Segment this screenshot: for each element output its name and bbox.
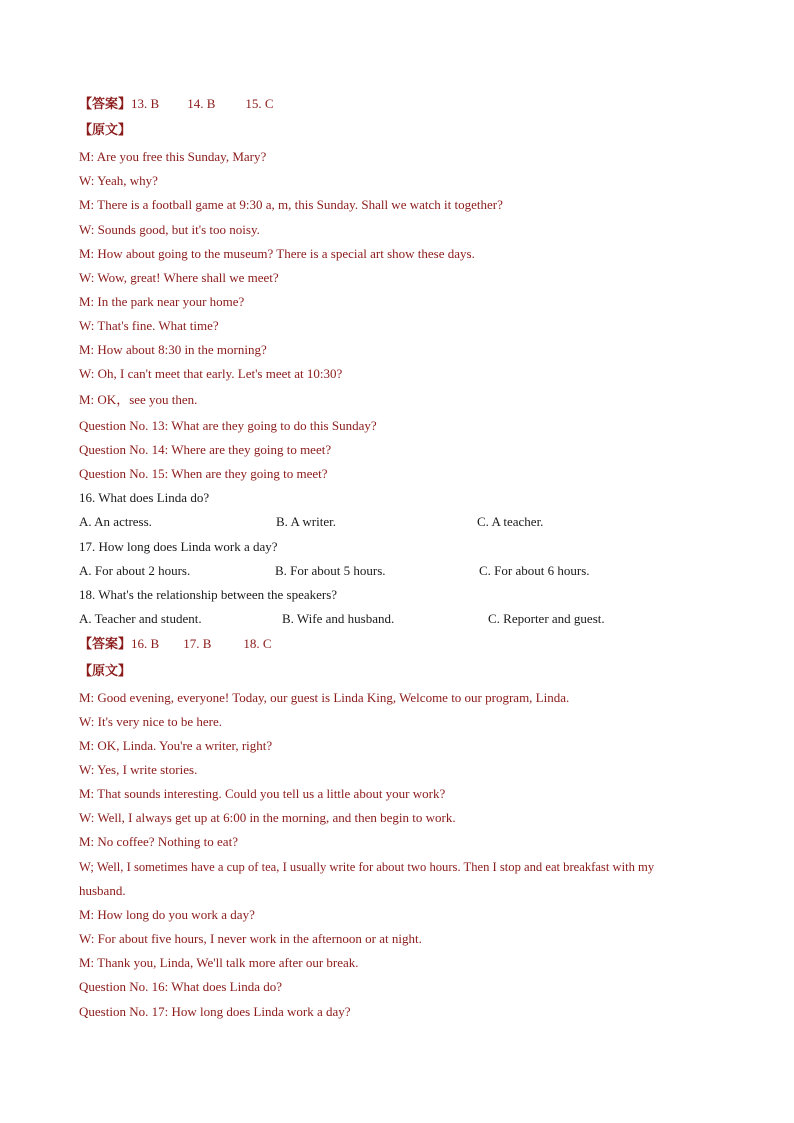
answer-line-2 (79, 636, 272, 652)
question-line: Question No. 13: What are they going to do this Sunday? (79, 418, 377, 433)
dialogue-line: W: Well, I always get up at 6:00 in the morning, and then begin to work. (79, 810, 456, 825)
question-stem: 17. How long does Linda work a day? (79, 539, 278, 554)
dialogue-line: W: That's fine. What time? (79, 318, 219, 333)
answer-item: 15. C (245, 96, 274, 111)
dialogue-line: husband. (79, 883, 126, 898)
transcript-tag: 【原文】 (79, 122, 132, 137)
question-line: Question No. 14: Where are they going to meet? (79, 442, 332, 457)
dialogue-line: M: Good evening, everyone! Today, our guest is Linda King, Welcome to our program, Linda. (79, 690, 570, 705)
transcript-tag: 【原文】 (79, 663, 132, 678)
option-c: C. For about 6 hours. (479, 563, 590, 578)
dialogue-line: W; Well, I sometimes have a cup of tea, I usually write for about two hours. Then I stop and eat breakfast with my (79, 860, 655, 874)
option-row (79, 563, 739, 579)
dialogue-line: M: OK, Linda. You're a writer, right? (79, 738, 273, 753)
answer-item: 13. B (131, 96, 160, 111)
answer-item: 18. C (243, 636, 272, 651)
dialogue-line: M: Are you free this Sunday, Mary? (79, 149, 267, 164)
dialogue-line: W: Oh, I can't meet that early. Let's meet at 10:30? (79, 366, 343, 381)
answer-tag: 【答案】 (79, 636, 132, 651)
dialogue-line: M: How long do you work a day? (79, 907, 255, 922)
option-b: B. Wife and husband. (282, 611, 395, 626)
answer-line-1 (79, 96, 274, 112)
dialogue-line: W: It's very nice to be here. (79, 714, 222, 729)
option-row (79, 514, 739, 530)
option-c: C. Reporter and guest. (488, 611, 605, 626)
question-line: Question No. 17: How long does Linda work a day? (79, 1004, 351, 1019)
question-stem: 16. What does Linda do? (79, 490, 210, 505)
dialogue-line: W: For about five hours, I never work in the afternoon or at night. (79, 931, 422, 946)
dialogue-line: M: That sounds interesting. Could you tell us a little about your work? (79, 786, 446, 801)
dialogue-line: M: Thank you, Linda, We'll talk more after our break. (79, 955, 359, 970)
dialogue-line: M: In the park near your home? (79, 294, 245, 309)
dialogue-line: W: Wow, great! Where shall we meet? (79, 270, 279, 285)
option-b: B. For about 5 hours. (275, 563, 386, 578)
option-a: A. For about 2 hours. (79, 563, 191, 578)
question-stem: 18. What's the relationship between the speakers? (79, 587, 338, 602)
dialogue-line: W: Yes, I write stories. (79, 762, 198, 777)
question-line: Question No. 16: What does Linda do? (79, 979, 283, 994)
answer-item: 14. B (187, 96, 216, 111)
option-a: A. An actress. (79, 514, 152, 529)
option-a: A. Teacher and student. (79, 611, 202, 626)
option-b: B. A writer. (276, 514, 336, 529)
answer-item: 17. B (183, 636, 212, 651)
question-line: Question No. 15: When are they going to meet? (79, 466, 328, 481)
dialogue-line: M: How about going to the museum? There is a special art show these days. (79, 246, 475, 261)
dialogue-line: M: No coffee? Nothing to eat? (79, 834, 238, 849)
dialogue-line: M: How about 8:30 in the morning? (79, 342, 267, 357)
dialogue-line: W: Yeah, why? (79, 173, 158, 188)
dialogue-line: M: OK，see you then. (79, 392, 198, 407)
answer-item: 16. B (131, 636, 160, 651)
option-row (79, 611, 739, 627)
option-c: C. A teacher. (477, 514, 544, 529)
dialogue-line: M: There is a football game at 9:30 a, m, this Sunday. Shall we watch it together? (79, 197, 503, 212)
answer-tag: 【答案】 (79, 96, 132, 111)
dialogue-line: W: Sounds good, but it's too noisy. (79, 222, 260, 237)
